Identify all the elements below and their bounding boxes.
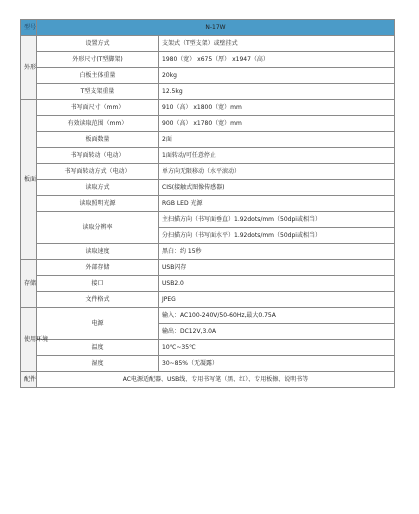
category-accessories: 配件 (21, 372, 37, 388)
item-label: 书写面转动方式（电动） (37, 164, 159, 180)
item-value: 黑白：约 15秒 (159, 244, 395, 260)
item-label: 湿度 (37, 356, 159, 372)
table-row (21, 276, 395, 292)
item-label: 板面数量 (37, 132, 159, 148)
table-row (21, 180, 395, 196)
item-label: 读取照明光源 (37, 196, 159, 212)
item-value: CIS(接触式图像传感器) (159, 180, 395, 196)
model-category-cell: 型号 (21, 20, 37, 36)
item-value: 主扫描方向（书写面垂直）1.92dots/mm（50dpi或相当） (159, 212, 395, 228)
category-storage: 存储 (21, 260, 37, 308)
item-value: RGB LED 光源 (159, 196, 395, 212)
table-row (21, 340, 395, 356)
item-label: 外部存储 (37, 260, 159, 276)
table-row (21, 84, 395, 100)
table-row (21, 212, 395, 228)
table-row (21, 100, 395, 116)
table-row (21, 356, 395, 372)
item-value: 单方向无限移动（水平滚动） (159, 164, 395, 180)
item-label: 电源 (37, 308, 159, 340)
item-value: USB闪存 (159, 260, 395, 276)
item-label: 读取分辨率 (37, 212, 159, 244)
item-label: 文件格式 (37, 292, 159, 308)
item-label: 外形尺寸(T型脚架) (37, 52, 159, 68)
table-row (21, 68, 395, 84)
table-row (21, 52, 395, 68)
item-label: 读取方式 (37, 180, 159, 196)
table-row (21, 116, 395, 132)
table-row (21, 260, 395, 276)
item-value: 支架式（T型支架）或壁挂式 (159, 36, 395, 52)
item-value: 2面 (159, 132, 395, 148)
item-label: 读取速度 (37, 244, 159, 260)
item-value: 10℃~35℃ (159, 340, 395, 356)
item-value: 900（高） x1780（宽）mm (159, 116, 395, 132)
item-value: 12.5kg (159, 84, 395, 100)
table-row (21, 164, 395, 180)
category-environment: 使用环境 (21, 308, 37, 372)
table-row (21, 372, 395, 388)
item-label: 接口 (37, 276, 159, 292)
accessories-value: AC电源适配器、USB线、专用书写笔（黑、红）、专用板擦、说明书等 (37, 372, 395, 388)
table-row (21, 36, 395, 52)
item-value: 20kg (159, 68, 395, 84)
item-value: 910（高） x1800（宽）mm (159, 100, 395, 116)
table-row (21, 196, 395, 212)
item-value: USB2.0 (159, 276, 395, 292)
item-value: 输出：DC12V,3.0A (159, 324, 395, 340)
item-label: 书写面转动（电动） (37, 148, 159, 164)
item-value: 30~85%（无凝露） (159, 356, 395, 372)
item-label: 设置方式 (37, 36, 159, 52)
item-label: T型支架重量 (37, 84, 159, 100)
table-row-header (21, 20, 395, 36)
model-name-cell: N-17W (37, 20, 395, 36)
item-label: 白板主体重量 (37, 68, 159, 84)
spec-table (20, 19, 395, 388)
table-row (21, 308, 395, 324)
table-row (21, 292, 395, 308)
item-value: JPEG (159, 292, 395, 308)
item-label: 有效读取范围（mm） (37, 116, 159, 132)
item-value: 输入：AC100-240V/50-60Hz,最大0.75A (159, 308, 395, 324)
category-book-board: 板面 (21, 100, 37, 260)
item-value: 1980（宽） x675（厚） x1947（高） (159, 52, 395, 68)
table-row (21, 132, 395, 148)
item-label: 书写面尺寸（mm） (37, 100, 159, 116)
item-label: 温度 (37, 340, 159, 356)
table-row (21, 244, 395, 260)
table-row (21, 148, 395, 164)
category-appearance: 外形 (21, 36, 37, 100)
item-value: 1面转动/可任意停止 (159, 148, 395, 164)
spec-sheet (20, 19, 394, 388)
item-value: 分扫描方向（书写面水平）1.92dots/mm（50dpi或相当） (159, 228, 395, 244)
